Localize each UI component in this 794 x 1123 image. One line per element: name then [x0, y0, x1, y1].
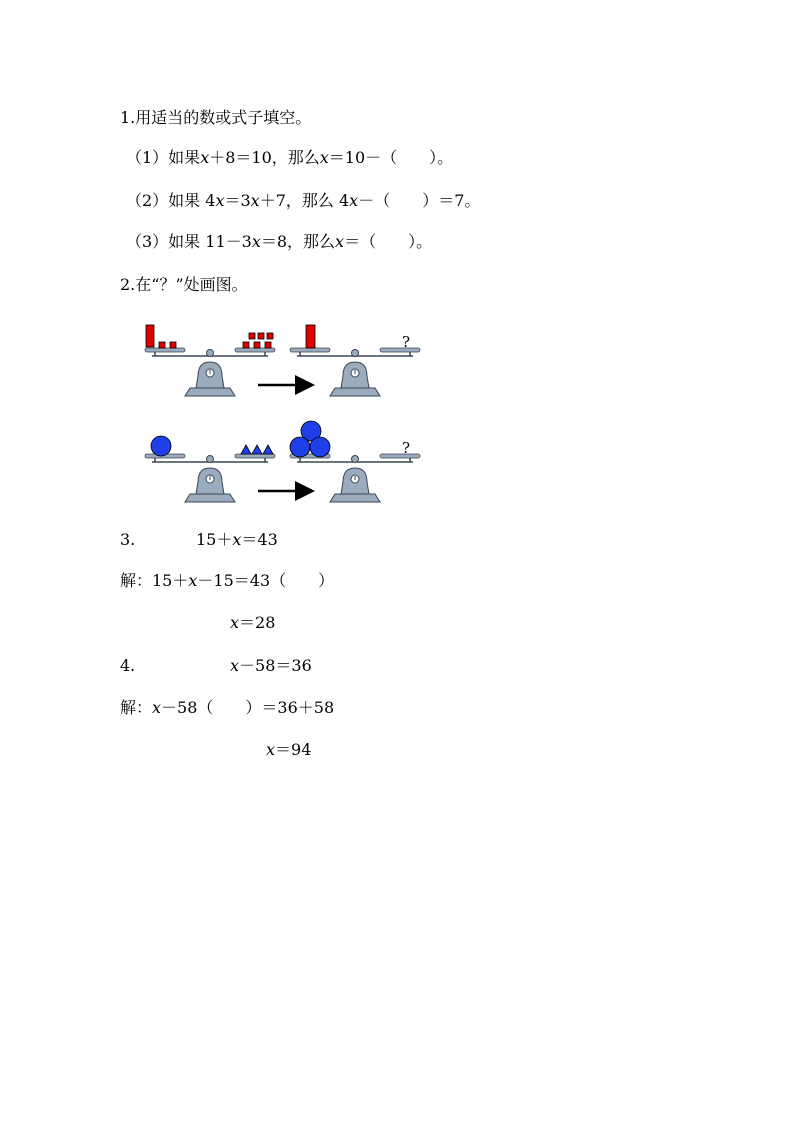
question-mark: ? — [402, 439, 411, 457]
blue-circle — [310, 437, 330, 457]
red-small-square — [267, 333, 273, 339]
blue-triangle — [252, 445, 262, 454]
q3-step-1: 解：15＋x－15＝43（ ） — [120, 571, 335, 590]
q4-step-2: x＝94 — [266, 740, 312, 759]
q1-item-3: （3）如果 11－3x＝8，那么x＝（ ）。 — [126, 232, 433, 251]
q1-item-1: （1）如果x＋8＝10，那么x＝10－（ ）。 — [126, 148, 454, 167]
q1-title: 1.用适当的数或式子填空。 — [120, 108, 312, 127]
q2-title: 2.在“？”处画图。 — [120, 275, 248, 294]
red-small-square — [249, 333, 255, 339]
question-mark: ? — [402, 333, 411, 351]
blue-triangle — [241, 445, 251, 454]
q4-equation: x－58＝36 — [230, 656, 312, 675]
balance-figure — [140, 318, 440, 508]
q4-number: 4. — [120, 656, 136, 675]
red-small-square — [265, 342, 271, 348]
red-small-square — [243, 342, 249, 348]
red-small-square — [159, 342, 165, 348]
red-tall-bar — [146, 325, 154, 347]
red-tall-bar — [306, 325, 315, 348]
blue-triangle — [263, 445, 273, 454]
blue-circle — [290, 437, 310, 457]
q3-step-2: x＝28 — [230, 613, 276, 632]
q4-step-1: 解：x－58（ ）＝36＋58 — [120, 698, 335, 717]
red-small-square — [254, 342, 260, 348]
q3-equation: 15＋x＝43 — [196, 530, 278, 549]
scale-row1-right — [290, 348, 420, 396]
blue-circle — [151, 436, 171, 456]
red-small-square — [170, 342, 176, 348]
scale-row2-left — [145, 454, 275, 502]
scale-row2-right — [290, 454, 420, 502]
q1-item-2: （2）如果 4x＝3x＋7，那么 4x－（ ）＝7。 — [126, 191, 481, 210]
q3-number: 3. — [120, 530, 136, 549]
scale-row1-left — [145, 348, 275, 396]
red-small-square — [258, 333, 264, 339]
